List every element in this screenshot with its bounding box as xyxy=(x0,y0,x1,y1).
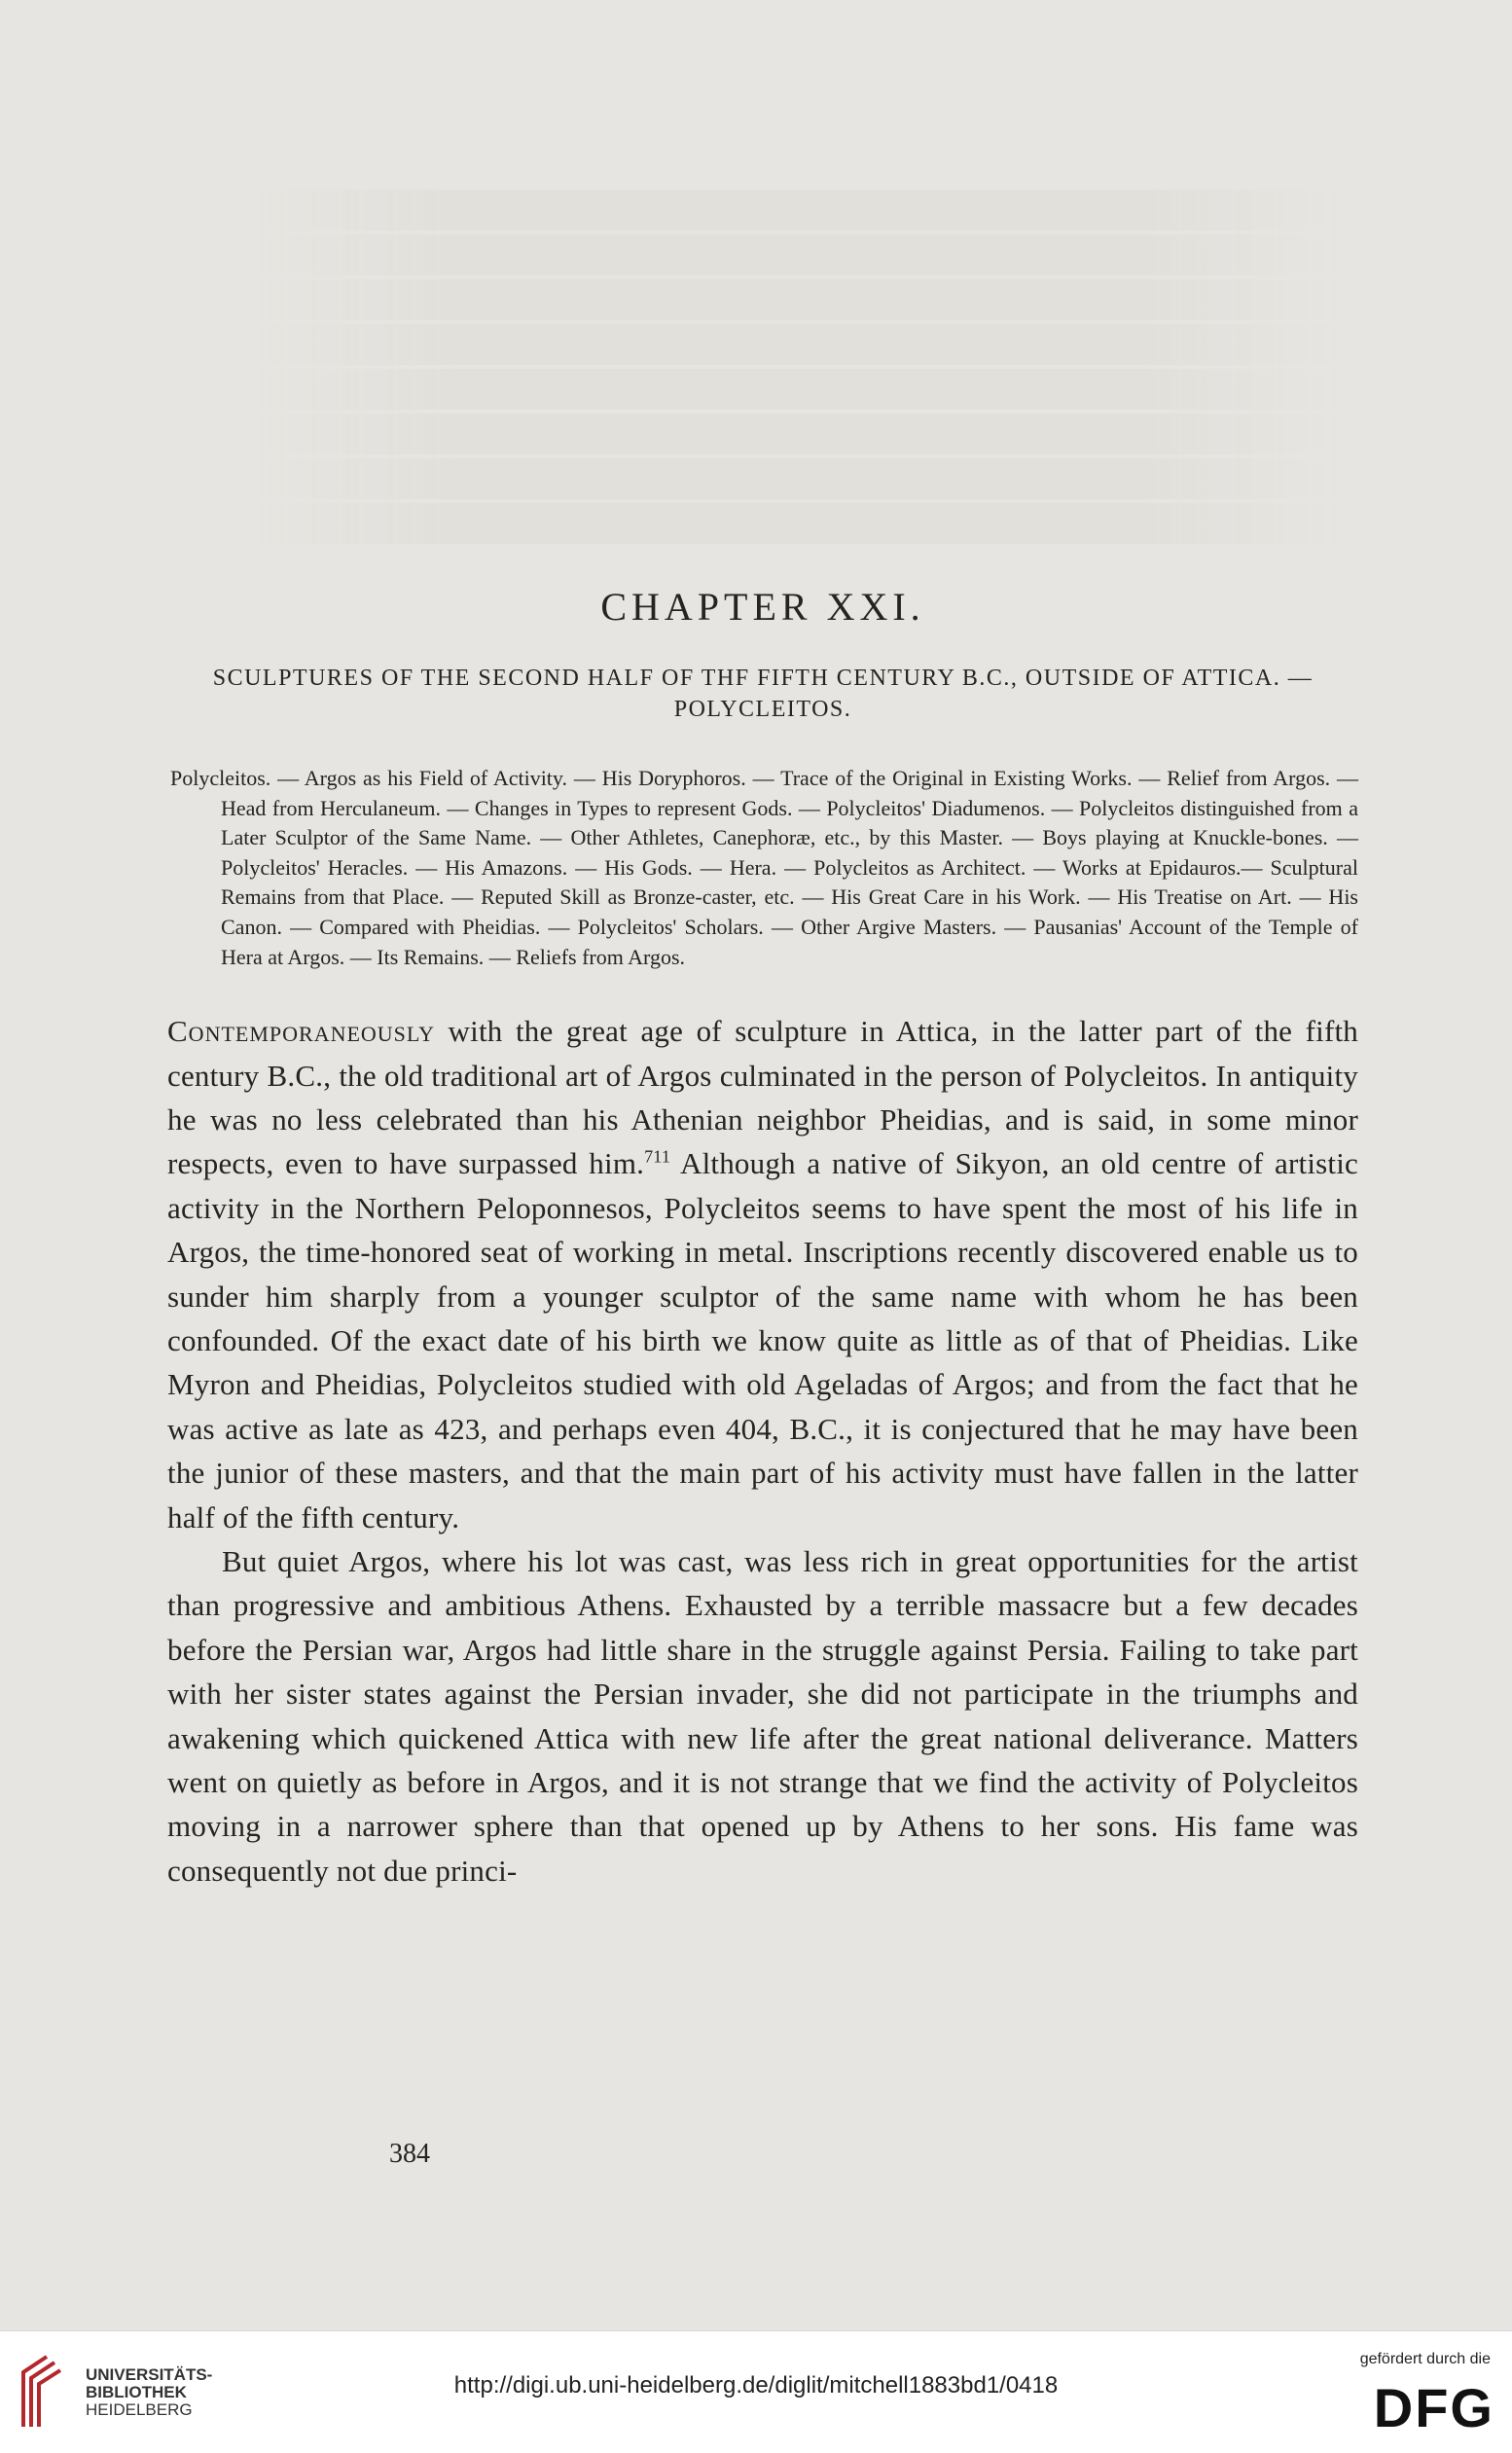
chapter-subtitle: SCULPTURES OF THE SECOND HALF OF THF FIFTH CENTURY B.C., OUTSIDE OF ATTICA. — POLYCLEITOS. xyxy=(212,666,1314,722)
paragraph-lead-word: Contemporaneously xyxy=(167,1014,436,1049)
paragraph-2: But quiet Argos, where his lot was cast, was less rich in great opportunities for the artist than progressive and ambitious Athens. Exhausted by a terrible massacre but a few decades before the Persian war, Argos had little share in the struggle against Persia. Failing to take part with her sister states against the Persian invader, she did not participate in the triumphs and awakening which quickened Attica with new life after the great national deliverance. Matters went on quietly as before in Argos, and it is not strange that we find the activity of Polycleitos moving in a narrower sphere than that opened up by Athens to her sons. His fame was consequently not due princi- xyxy=(167,1544,1358,1888)
paragraph-1 xyxy=(167,1009,1358,1539)
funded-by-label: gefördert durch die xyxy=(1359,2351,1491,2367)
paragraph-1-text-a: with the great age of sculpture in Attica, in the latter part of the fifth century B.C., the old traditional art of Argos culminated in the person of Polycleitos. In antiquity he was no less celebrated than his Athenian neighbor Pheidias, and is said, in some minor respects, even to have surpassed him. xyxy=(167,1014,1358,1181)
page-number: 384 xyxy=(389,2139,430,2169)
bleed-through-shadow xyxy=(253,190,1343,548)
library-name-line-1: UNIVERSITÄTS- xyxy=(86,2365,213,2384)
paragraph-1-text-b: Although a native of Sikyon, an old centre of artistic activity in the Northern Peloponnesos, Polycleitos seems to have spent the most of his life in Argos, the time-honored seat of working in metal. Inscriptions recently discovered enable us to sunder him sharply from a younger sculptor of the same name with whom he has been confounded. Of the exact date of his birth we know quite as little as of that of Pheidias. Like Myron and Pheidias, Polycleitos studied with old Ageladas of Argos; and from the fact that he was active as late as 423, and perhaps even 404, B.C., it is conjectured that he may have been the junior of these masters, and that the main part of his activity must have fallen in the latter half of the fifth century. xyxy=(167,1146,1358,1534)
dfg-logo: DFG xyxy=(1373,2377,1494,2438)
body-text xyxy=(167,1009,1358,1893)
chapter-title: CHAPTER XXI. xyxy=(600,585,925,629)
chapter-synopsis: Polycleitos. — Argos as his Field of Activity. — His Doryphoros. — Trace of the Original in Existing Works. — Relief from Argos. — Head from Herculaneum. — Changes in Types to represent Gods. — Polycleitos' Diadumenos. — Polycleitos distinguished from a Later Sculptor of the Same Name. — Other Athletes, Canephoræ, etc., by this Master. — Boys playing at Knuckle-bones. — Polycleitos' Heracles. — His Amazons. — His Gods. — Hera. — Polycleitos as Architect. — Works at Epidauros.— Sculptural Remains from that Place. — Reputed Skill as Bronze-caster, etc. — His Great Care in his Work. — His Treatise on Art. — His Canon. — Compared with Pheidias. — Polycleitos' Scholars. — Other Argive Masters. — Pausanias' Account of the Temple of Hera at Argos. — Its Remains. — Reliefs from Argos. xyxy=(170,766,1358,969)
footnote-marker: 711 xyxy=(644,1147,671,1168)
library-name-line-3: HEIDELBERG xyxy=(86,2400,193,2419)
source-url-link[interactable]: http://digi.ub.uni-heidelberg.de/diglit/mitchell1883bd1/0418 xyxy=(453,2372,1059,2399)
page-content xyxy=(167,584,1358,1893)
footer-bar xyxy=(0,2330,1512,2453)
library-name-line-2: BIBLIOTHEK xyxy=(86,2383,187,2401)
